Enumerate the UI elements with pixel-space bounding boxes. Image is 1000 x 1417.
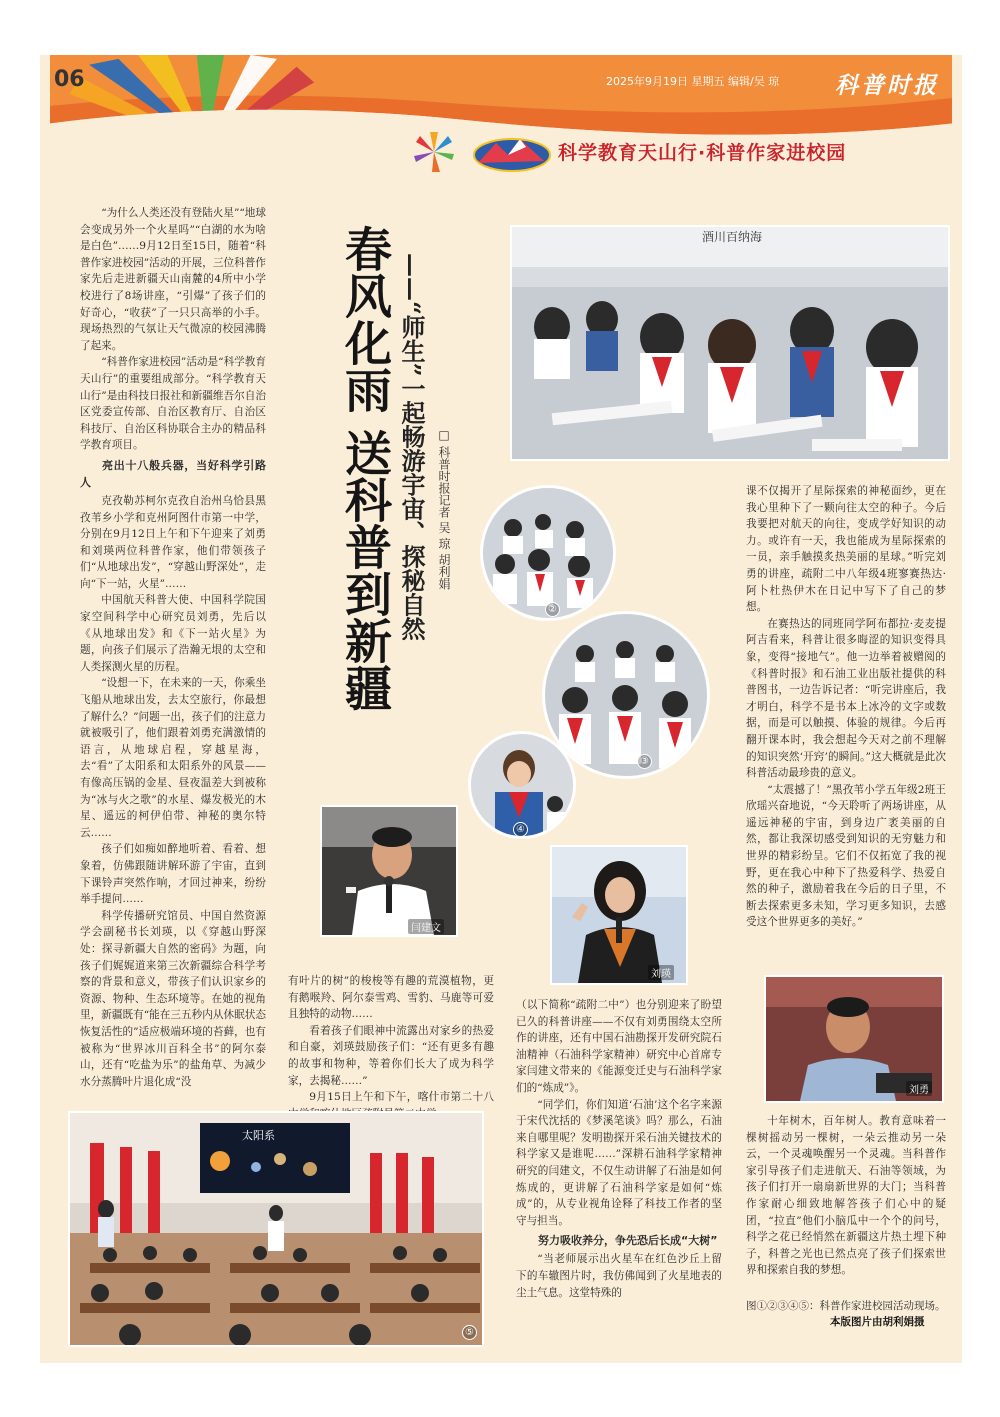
paragraph: 课不仅揭开了星际探索的神秘面纱，更在我心里种下了一颗向往太空的种子。今后我要把对航天的向往，变成学好知识的动力。或许有一天，我也能成为星际探索的一员，亲手触摸炙热美丽的星球。”听完刘勇的讲座，疏附二中八年级4班寥赛热达·阿卜杜热伊木在日记中写下了自己的梦想。 (746, 485, 946, 614)
photo-note: 图①②③④⑤：科普作家进校园活动现场。 (746, 1300, 946, 1312)
section-heading: 努力吸收养分，争先恐后长成“大树” (538, 1234, 718, 1248)
caption-liuyong: 刘勇 (906, 1081, 932, 1096)
paragraph: 在赛热达的同班同学阿布都拉·麦麦提阿吉看来，科普让很多晦涩的知识变得具象，变得“接地气”。他一边举着被赠阅的《科普时报》和石油工业出版社提供的科普图书，一边告诉记者：“听完讲座后，我才明白，科学不是书本上冰冷的文字或数据，而是可以触摸、体验的规律。今后再翻开课本时，我会想起今天对之前不理解的知识突然‘开窍’的瞬间。”这大概就是此次科普活动最珍贵的意义。 (746, 617, 946, 780)
photo-credit: 本版图片由胡利娟摄 (830, 1316, 925, 1328)
paragraph: “科普作家进校园”活动是“科学教育天山行”的重要组成部分。“科学教育天山行”是由科技日报社和新疆维吾尔自治区党委宣传部、自治区教育厅、自治区科技厅、自治区科协联合主办的精品科学教育项目。 (80, 356, 266, 452)
paragraph: “设想一下，在未来的一天，你乘坐飞船从地球出发，去太空旅行，你最想了解什么？”问题一出，孩子们的注意力就被吸引了，他们跟着刘勇充满激情的语言，从地球启程，穿越星海，去“看”了太阳系和太阳系外的风景——有像高压锅的金星、昼夜温差大到被称为“冰与火之歌”的水星、爆发极光的木星、遥远的柯伊伯带、神秘的奥尔特云…… (80, 677, 266, 839)
page-number: 06 (54, 67, 85, 92)
masthead-logo: 科普时报 (835, 72, 939, 99)
photo-1-classroom (510, 225, 950, 461)
paragraph: 科学传播研究馆员、中国自然资源学会副秘书长刘瑛，以《穿越山野深处：探寻新疆大自然的密码》为题，向孩子们娓娓道来第三次新疆综合科学考察的背景和意义，带孩子们认识家乡的资源、物种、生态环境等。在她的视角里，新疆既有“能在三五秒内从休眠状态恢复活性的”适应极端环境的苔藓，也有被称为“世界冰川百科全书”的阿尔泰山，还有“吃盐为乐”的盐角草、为减少水分蒸腾叶片退化成“没 (80, 909, 266, 1088)
photo-2-circle (480, 485, 616, 621)
paragraph: 看着孩子们眼神中流露出对家乡的热爱和自豪，刘瑛鼓励孩子们：“还有更多有趣的故事和物种，等着你们长大了成为科学家，去揭秘……” (288, 1024, 494, 1087)
paragraph: “当老师展示出火星车在红色沙丘上留下的车辙图片时，我仿佛闻到了火星地表的尘土气息。这堂特殊的 (516, 1253, 722, 1299)
paragraph: 9月15日上午和下午，喀什市第二十八 (309, 1091, 494, 1104)
newspaper-page (40, 55, 962, 1363)
paragraph: 克孜勒苏柯尔克孜自治州乌恰县黑孜苇乡小学和克州阿图什市第一中学，分别在9月12日上午和下午迎来了刘勇和刘瑛两位科普作家，他们带领孩子们“从地球出发”，“穿越山野深处”，走向“下一站，火星”…… (80, 494, 266, 590)
photo-speaker-liuying (550, 845, 688, 985)
paragraph: （以下简称“疏附二中”）也分别迎来了盼望已久的科普讲座——不仅有刘勇围绕太空所作的讲座，还有中国石油勘探开发研究院石油精神（石油科学家精神）研究中心首席专家闫建文带来的《能源变迁史与石油科学家们的“炼成”》。 (516, 999, 722, 1094)
caption-yan: 闫建文 (408, 919, 444, 934)
article-headline: 春风化雨 送科普到新疆 (337, 225, 392, 712)
paragraph: 中国航天科普大使、中国科学院国家空间科学中心研究员刘勇，先后以《从地球出发》和《下一站火星》为题，向孩子们展示了浩瀚无垠的太空和人类探测火星的历程。 (80, 594, 266, 673)
date-line: 2025年9月19日 星期五 编辑/吴 琼 (606, 75, 780, 88)
photo-3-circle (542, 611, 710, 779)
article-byline: □ 科普时报记者 吴 琼 胡利娟 (437, 428, 451, 590)
column-1 (80, 205, 266, 1257)
column-2 (288, 973, 494, 1133)
screen-text: 太阳系 (242, 1129, 275, 1142)
section-heading: 亮出十八般兵器，当好科学引路人 (80, 458, 266, 489)
photo-speaker-yan (320, 805, 458, 937)
paragraph: 十年树木，百年树人。教育意味着一棵树摇动另一棵树，一朵云推动另一朵云，一个灵魂唤醒另一个灵魂。当科普作家引导孩子们走进航天、石油等领域，为孩子们打开一扇扇新世界的大门；当科普作家耐心细致地解答孩子们心中的疑团，“拉直”他们小脑瓜中一个个的问号，科学之花已经悄然在新疆这片热土埋下种子，科普之光也已然点亮了孩子们探索世界和探索自我的梦想。 (746, 1115, 946, 1277)
photo-5-hall (68, 1111, 484, 1347)
paragraph: “同学们，你们知道‘石油’这个名字来源于宋代沈括的《梦溪笔谈》吗？那么，石油来自哪里呢？发明勘探开采石油关键技术的科学家又是谁呢……”深耕石油科学家精神研究的闫建文，不仅生动讲解了石油是如何炼成的，更讲解了石油科学家是如何“炼成”的，从专业视角诠释了科技工作者的坚守与担当。 (516, 1098, 722, 1227)
classroom-banner-text: 酒川百纳海 (702, 230, 763, 244)
paragraph: 孩子们如痴如醉地听着、看着、想象着，仿佛跟随讲解环游了宇宙，直到下课铃声突然作响，才回过神来，纷纷举手提问…… (80, 843, 266, 906)
photo-4-circle (468, 731, 576, 839)
photo-5-number: ⑤ (462, 1325, 477, 1340)
caption-liuying: 刘瑛 (648, 965, 674, 980)
paragraph: “太震撼了！”黑孜苇小学五年级2班王欣瑶兴奋地说，“今天聆听了两场讲座，从遥远神秘的宇宙，到身边广袤美丽的自然，都让我深切感受到知识的无穷魅力和世界的精彩纷呈。它们不仅拓宽了我的视野，更在我心中种下了热爱科学、热爱自然的种子，激励着我在今后的日子里，不断去探索更多未知，学习更多知识，去感受这个世界更多的美好。” (746, 783, 946, 929)
photo-speaker-liuyong (764, 975, 944, 1103)
series-title: 科学教育天山行·科普作家进校园 (558, 142, 847, 164)
series-logo-icon (412, 129, 554, 175)
article-subhead: ——“师生”一起畅游宇宙、探秘自然 (397, 253, 426, 641)
photo-4-number: ④ (513, 822, 528, 837)
column-3 (516, 997, 722, 1359)
paragraph: 有叶片的树”的梭梭等有趣的荒漠植物，更有鹅喉羚、阿尔泰雪鸡、雪豹、马鹿等可爱且独特的动物…… (288, 975, 494, 1021)
paragraph: “为什么人类还没有登陆火星”“地球会变成另外一个火星吗”“白湖的水为啥是白色”……9月12日至15日，随着“科普作家进校园”活动的开展，三位科普作家先后走进新疆天山南麓的4所中小学校进行了8场讲座，“引爆”了孩子们的好奇心，“收获”了一只只高举的小手。现场热烈的气氛让天气微凉的校园沸腾了起来。 (80, 207, 266, 352)
column-4 (746, 483, 946, 951)
photo-3-number: ③ (637, 754, 652, 769)
photo-2-number: ② (545, 602, 560, 617)
column-5 (746, 1113, 946, 1297)
